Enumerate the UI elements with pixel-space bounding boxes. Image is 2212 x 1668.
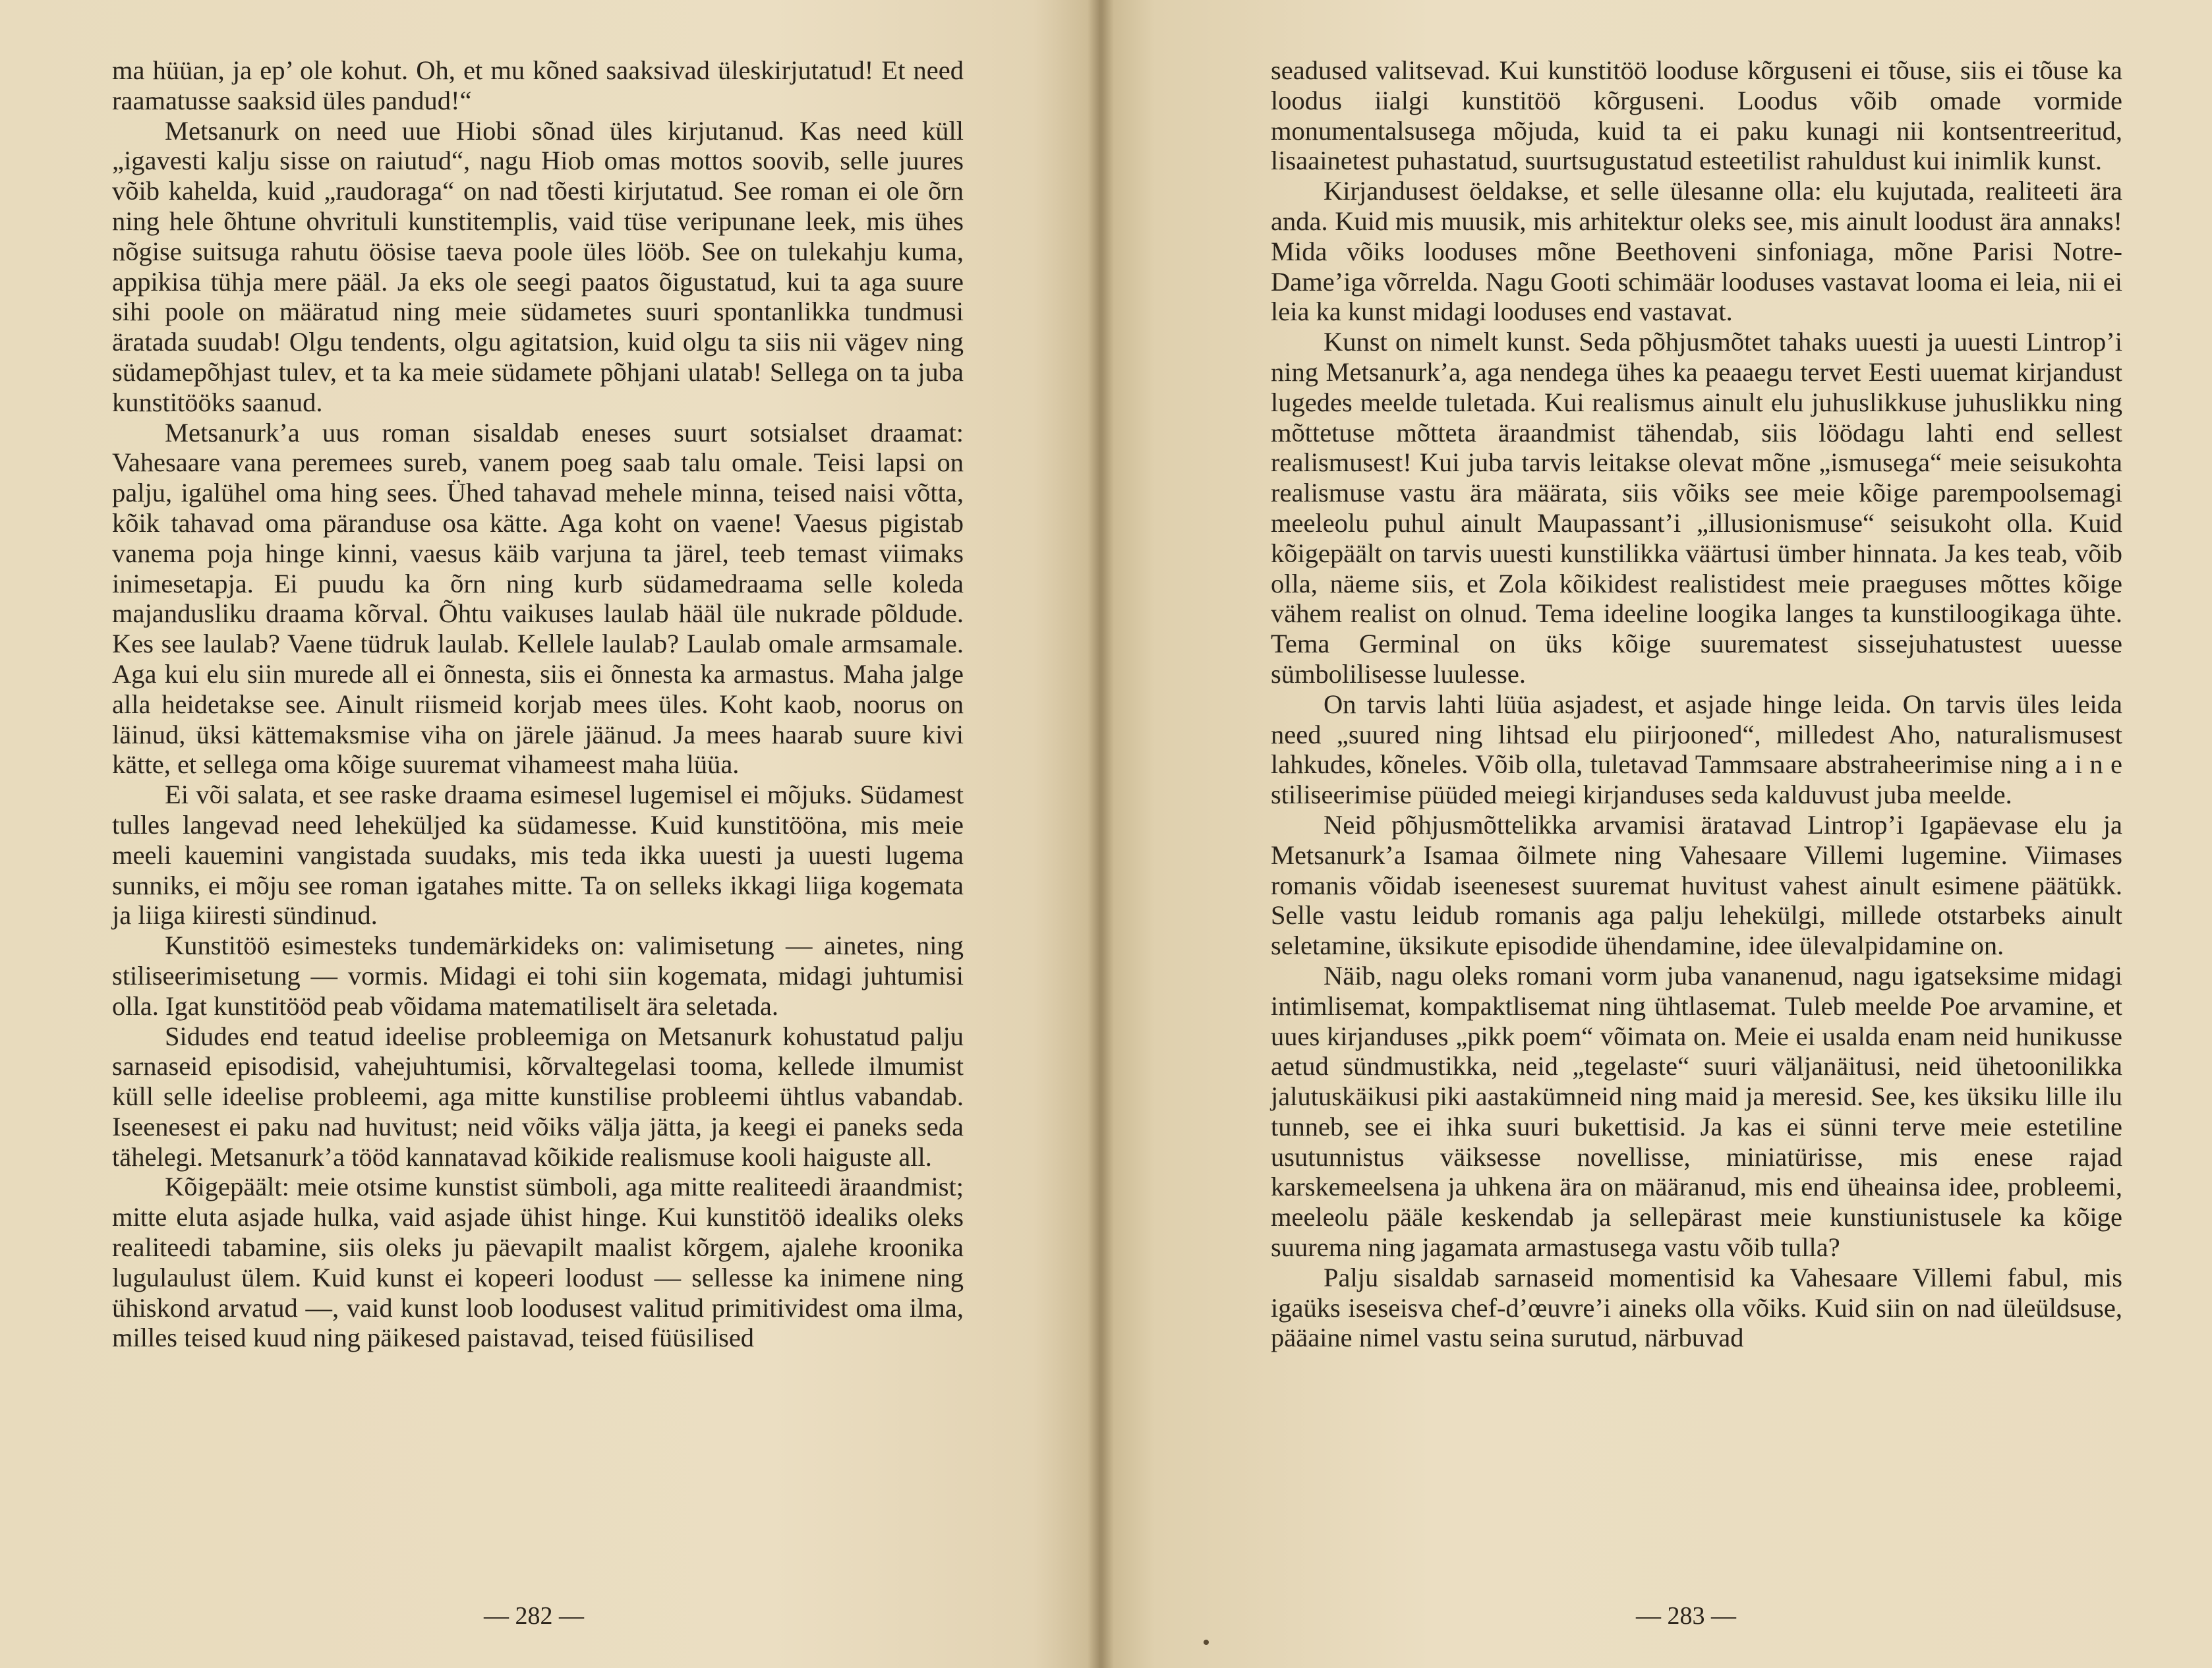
paragraph: Sidudes end teatud ideelise probleemiga on Metsanurk kohustatud palju sarnaseid episodisid, vahejuhtumisi, kõrvaltegelasi tooma, kellede ilmumist küll selle ideelise probleemi, aga mitte kunstilise probleemi ühtlus vabandab. Iseenesest ei paku nad huvitust; neid võiks välja jätta, ja keegi ei paneks seda tähelegi. Metsanurk’a tööd kannatavad kõikide realismuse kooli haiguste all. (112, 1021, 964, 1172)
ink-speck (1204, 1640, 1209, 1645)
paragraph: Kunst on nimelt kunst. Seda põhjusmõtet tahaks uuesti ja uuesti Lintrop’i ning Metsanurk’a, aga nendega ühes ka peaaegu tervet Eesti uuemat kirjandust lugedes meelde tuletada. Kui realismus ainult elu juhuslikkuse juhuslikku ning mõttetuse mõtteta äraandmist tähendab, siis löödagu lahti end sellest realismusest! Kui juba tarvis leitakse olevat mõne „ismusega“ meie seisukohta realismuse vastu ära määrata, siis võiks see meie kõige parempoolsemagi meeleolu puhul ainult Maupassant’i „illusionismuse“ seisukoht olla. Kuid kõigepäält on tarvis uuesti kunstilikka väärtusi ümber hinnata. Ja kes teab, võib olla, näeme siis, et Zola kõikidest realistidest meie praeguses mõttes kõige vähem realist on olnud. Tema ideeline loogika langes ta kunstiloogikaga ühte. Tema Germinal on üks kõige suurematest sissejuhatustest uuesse sümbolilisesse luulesse. (1271, 327, 2122, 689)
paragraph: Palju sisaldab sarnaseid momentisid ka Vahesaare Villemi fabul, mis igaüks iseseisva chef-d’œuvre’i aineks olla võiks. Kuid siin on nad üleüldsuse, pääaine nimel vastu seina surutud, närbuvad (1271, 1262, 2122, 1353)
left-page-text (112, 55, 964, 1353)
paragraph: Kunstitöö esimesteks tundemärkideks on: valimisetung — ainetes, ning stiliseerimisetung — vormis. Midagi ei tohi siin kogemata, midagi juhtumisi olla. Igat kunstitööd peab võidama matematiliselt ära seletada. (112, 931, 964, 1021)
book-gutter (1088, 0, 1114, 1668)
page-number-left: — 282 — (484, 1602, 584, 1630)
paragraph: Neid põhjusmõttelikka arvamisi äratavad Lintrop’i Igapäevase elu ja Metsanurk’a Isamaa õilmete ning Vahesaare Villemi lugemine. Viimases romanis võidab iseenesest suuremat huvitust vahest ainult esimene päätükk. Selle vastu leidub romanis aga palju lehekülgi, millede otstarbeks ainult seletamine, üksikute episodide ühendamine, idee ülevalpidamine on. (1271, 809, 2122, 961)
paragraph: Kirjandusest öeldakse, et selle ülesanne olla: elu kujutada, realiteeti ära anda. Kuid mis muusik, mis arhitektur oleks see, mis ainult loodust ära annaks! Mida võiks looduses mõne Beethoveni sinfoniaga, mõne Parisi Notre-Dame’iga võrrelda. Nagu Gooti schimäär looduses vastavat looma ei leia, nii ei leia ka kunst midagi looduses end vastavat. (1271, 176, 2122, 327)
page-number-right: — 283 — (1636, 1602, 1736, 1630)
right-page-text (1271, 55, 2122, 1353)
paragraph: Metsanurk on need uue Hiobi sõnad üles kirjutanud. Kas need küll „igavesti kalju sisse on raiutud“, nagu Hiob omas mottos soovib, selle juures võib kahelda, kuid „raudoraga“ on nad tõesti kirjutatud. See roman ei ole õrn ning hele õhtune ohvrituli kunstitemplis, vaid tüse veripunane leek, mis ühes nõgise suitsuga rahutu öösise taeva poole üles lööb. See on tulekahju kuma, appikisa tühja mere pääl. Ja eks ole seegi paatos õigustatud, kui ta aga suure sihi poole on määratud ning meie südametes suuri spontanlikka tundmusi äratada suudab! Olgu tendents, olgu agitatsion, kuid olgu ta siis nii vägev ning südamepõhjast tulev, et ta ka meie südamete põhjani ulatab! Sellega on ta juba kunstitööks saanud. (112, 115, 964, 417)
paragraph: Kõigepäält: meie otsime kunstist sümboli, aga mitte realiteedi äraandmist; mitte eluta asjade hulka, vaid asjade ühist hinge. Kui kunstitöö idealiks oleks realiteedi tabamine, siis oleks ju päevapilt maalist kõrgem, ajalehe kroonika lugulaulust ülem. Kuid kunst ei kopeeri loodust — sellesse ka inimene ning ühiskond arvatud —, vaid kunst loob loodusest valitud primitividest oma ilma, milles teised kuud ning päikesed paistavad, teised füüsilised (112, 1172, 964, 1353)
paragraph: Ei või salata, et see raske draama esimesel lugemisel ei mõjuks. Südamest tulles langevad need leheküljed ka südamesse. Kuid kunstitööna, mis meie meeli kauemini vangistada suudaks, mis teda ikka uuesti ja uuesti lugema sunniks, ei mõju see roman igatahes mitte. Ta on selleks ikkagi liiga kogemata ja liiga kiiresti sündinud. (112, 780, 964, 931)
paragraph: seadused valitsevad. Kui kunstitöö looduse kõrguseni ei tõuse, siis ei tõuse ka loodus iialgi kunstitöö kõrguseni. Loodus võib omade vormide monumentalsusega mõjuda, kuid ta ei paku kunagi nii kontsentreeritud, lisaainetest puhastatud, suurtsugustatud esteetilist rahuldust kui inimlik kunst. (1271, 55, 2122, 176)
paragraph: Näib, nagu oleks romani vorm juba vananenud, nagu igatseksime midagi intimlisemat, kompaktlisemat ning ühtlasemat. Tuleb meelde Poe arvamine, et uues kirjanduses „pikk poem“ võimata on. Meie ei usalda enam neid hunikusse aetud sündmustikka, neid „tegelaste“ suuri väljanäitusi, neid ühetoonilikka jalutuskäikusi piki aastakümneid ning maid ja meresid. See, kes üksiku lille ilu tunneb, see ei ihka suuri bukettisid. Ja kas ei sünni terve meie estetiline usutunnistus väiksesse novellisse, miniatürisse, mis enese rajad karskemeelsena ja uhkena ära on määranud, mis end üheainsa idee, probleemi, meeleolu pääle keskendab ja sellepärast meie kunstiunistusele ka kõige suurema ning jagamata armastusega vastu võib tulla? (1271, 960, 2122, 1263)
paragraph: On tarvis lahti lüüa asjadest, et asjade hinge leida. On tarvis üles leida need „suured ning lihtsad elu piirjooned“, milledest Aho, naturalismusest lahkudes, kõneles. Võib olla, tuletavad Tammsaare abstraheerimise ning a i n e stiliseerimise püüded meiegi kirjanduses seda kalduvust juba meelde. (1271, 689, 2122, 810)
paragraph: Metsanurk’a uus roman sisaldab eneses suurt sotsialset draamat: Vahesaare vana peremees sureb, vanem poeg saab talu omale. Teisi lapsi on palju, igalühel oma hing sees. Ühed tahavad mehele minna, teised naisi võtta, kõik tahavad oma päranduse osa kätte. Aga koht on vaene! Vaesus pigistab vanema poja hinge kinni, vaesus käib varjuna ta järel, teeb temast viimaks inimesetapja. Ei puudu ka õrn ning kurb südamedraama selle koleda majandusliku draama kõrval. Õhtu vaikuses laulab hääl üle nukrade põldude. Kes see laulab? Vaene tüdruk laulab. Kellele laulab? Laulab omale armsamale. Aga kui elu siin murede all ei õnnesta, siis ei õnnesta ka armastus. Maha jalge alla heidetakse see. Ainult riismeid korjab mees üles. Koht kaob, noorus on läinud, üksi kättemaksmise viha on järele jäänud. Ja mees haarab suure kivi kätte, et sellega oma kõige suuremat vihameest maha lüüa. (112, 417, 964, 780)
paragraph: ma hüüan, ja ep’ ole kohut. Oh, et mu kõned saaksivad üleskirjutatud! Et need raamatusse saaksid üles pandud!“ (112, 55, 964, 115)
